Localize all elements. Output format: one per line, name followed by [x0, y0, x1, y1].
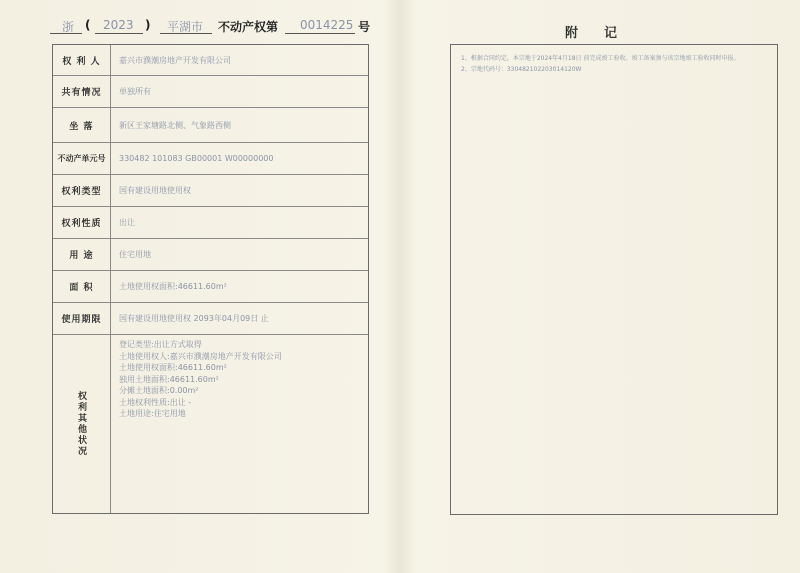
row-value: 住宅用地 [119, 250, 151, 259]
row-value: 单独所有 [119, 87, 151, 96]
row-value: 土地使用权面积:46611.60m² [119, 282, 227, 291]
note-item: 2、宗地代码号：330482102203014120W [461, 66, 582, 73]
row-label: 权利类型 [53, 175, 111, 206]
attached-notes [461, 53, 761, 75]
cert-label: 不动产权第 [218, 20, 279, 34]
cert-number: 0014225 [300, 18, 354, 32]
other-status-label: 权利其他状况 [76, 391, 86, 457]
row-label: 面 积 [53, 271, 111, 302]
year: 2023 [103, 18, 134, 32]
table-row [53, 76, 368, 108]
table-row [53, 45, 368, 76]
row-label: 不动产单元号 [53, 143, 111, 174]
table-row [53, 175, 368, 207]
row-value: 新区王家塘路北侧、气象路西侧 [119, 121, 231, 130]
other-status-row [53, 335, 368, 513]
row-label: 权 利 人 [53, 45, 111, 75]
row-value: 国有建设用地使用权 [119, 186, 191, 195]
number-suffix: 号 [358, 20, 371, 34]
table-row [53, 239, 368, 271]
table-row [53, 207, 368, 239]
row-label: 用 途 [53, 239, 111, 270]
attached-notes-title: 附记 [565, 26, 644, 41]
table-row [53, 303, 368, 335]
table-row [53, 143, 368, 175]
property-info-table [52, 44, 369, 514]
row-value: 330482 101083 GB00001 W00000000 [119, 154, 274, 163]
certificate-number-line: 浙 ( 2023 ) 平湖市 不动产权第 0014225 号 [50, 14, 380, 36]
row-value: 国有建设用地使用权 2093年04月09日 止 [119, 314, 269, 323]
row-value: 嘉兴市濮潮房地产开发有限公司 [119, 55, 231, 65]
table-row [53, 108, 368, 143]
row-label: 权利性质 [53, 207, 111, 238]
city: 平湖市 [167, 20, 204, 34]
other-status-text: 登记类型:出让方式取得 土地使用权人:嘉兴市濮潮房地产开发有限公司 土地使用权面积:46611.60m² 独用土地面积:46611.60m² 分摊土地面积:0.00m² 土地权利性质:出让 - 土地用途:住宅用地 [119, 340, 282, 418]
row-value: 出让 [119, 218, 135, 227]
row-label: 使用期限 [53, 303, 111, 334]
note-item: 1、根据合同约定，本宗地于2024年4月18日 前完成竣工验收。竣工备案须与该宗地竣工验收同时申报。 [461, 55, 740, 62]
attached-notes-box [450, 44, 778, 515]
province-char: 浙 [62, 20, 75, 34]
table-row [53, 271, 368, 303]
row-label: 坐 落 [53, 108, 111, 142]
row-label: 共有情况 [53, 76, 111, 107]
